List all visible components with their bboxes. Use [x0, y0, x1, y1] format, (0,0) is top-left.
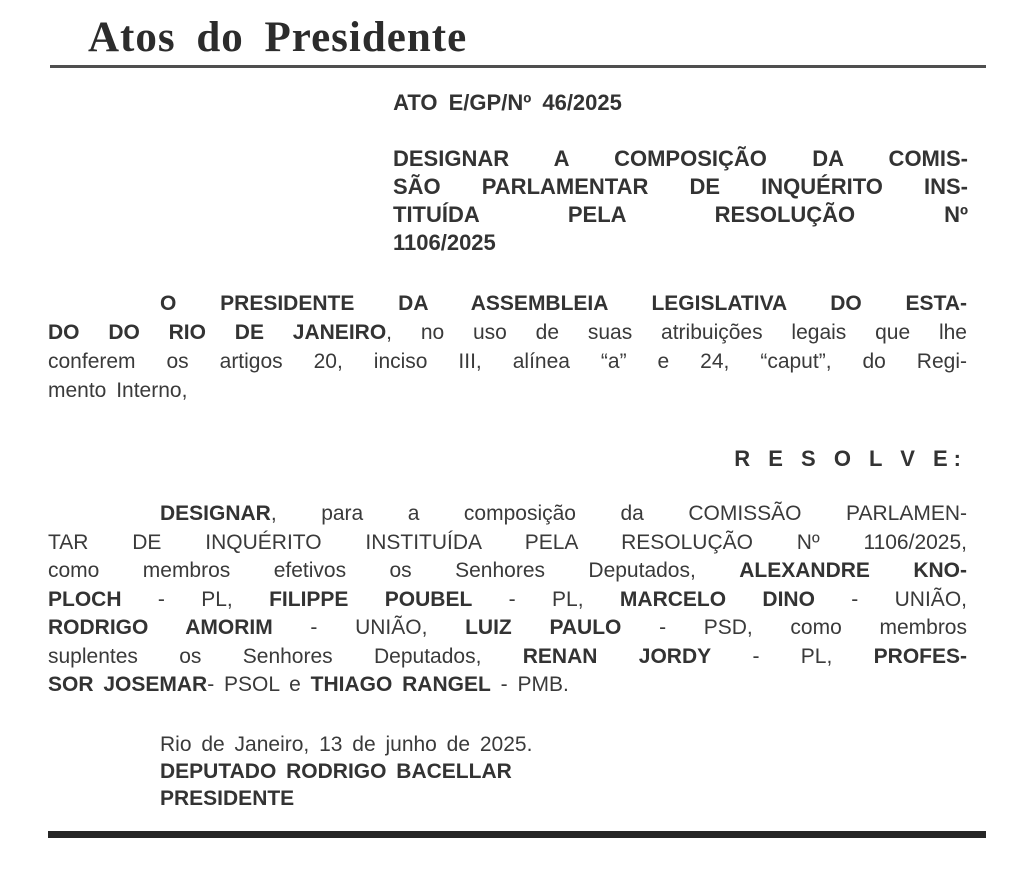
text-line — [393, 173, 968, 201]
text-line — [48, 318, 967, 347]
text-line — [48, 376, 967, 405]
text-segment: 1106/2025 — [393, 230, 496, 255]
text-line — [393, 201, 968, 229]
masthead-rule — [50, 65, 986, 68]
text-segment: , para a composição da COMISSÃO PARLAMEN- — [270, 502, 967, 525]
text-segment: - UNIÃO, — [814, 587, 967, 611]
text-segment: MARCELO DINO — [619, 587, 815, 611]
text-line — [48, 289, 967, 318]
text-segment: como membros efetivos os Senhores Deputados, — [48, 559, 740, 582]
text-segment: PLOCH — [48, 587, 122, 611]
text-segment: TITUÍDA PELA RESOLUÇÃO Nº — [393, 202, 968, 227]
closing-block — [160, 731, 532, 812]
text-segment: DESIGNAR A COMPOSIÇÃO DA COMIS- — [393, 146, 968, 171]
text-segment: SÃO PARLAMENTAR DE INQUÉRITO INS- — [393, 174, 968, 199]
text-line — [48, 529, 967, 558]
designation-paragraph — [48, 500, 967, 700]
text-line — [48, 500, 967, 529]
text-segment: mento Interno, — [48, 379, 188, 402]
text-segment: - PSOL e — [207, 673, 311, 696]
text-segment: RODRIGO AMORIM — [48, 616, 273, 639]
date-line: Rio de Janeiro, 13 de junho de 2025. — [160, 733, 533, 756]
resolve-heading: R E S O L V E: — [734, 446, 967, 471]
bottom-rule — [48, 831, 986, 838]
text-line — [48, 643, 967, 672]
text-segment: DESIGNAR — [160, 502, 271, 525]
signature-name: DEPUTADO RODRIGO BACELLAR — [160, 760, 512, 783]
text-segment: O PRESIDENTE DA ASSEMBLEIA LEGISLATIVA DO ESTA- — [160, 292, 967, 315]
section-title: Atos do Presidente — [88, 14, 468, 61]
text-segment: LUIZ PAULO — [465, 616, 622, 639]
text-segment: - PL, — [711, 644, 874, 668]
text-line — [393, 229, 968, 257]
text-line — [48, 671, 967, 700]
text-line — [393, 145, 968, 173]
text-segment: , no uso de suas atribuições legais que lhe — [386, 321, 967, 344]
text-segment: - PMB. — [490, 673, 569, 696]
text-segment: - PL, — [472, 587, 620, 611]
text-line — [48, 557, 967, 586]
text-line — [48, 347, 967, 376]
text-segment: SOR JOSEMAR — [48, 673, 208, 696]
text-line — [48, 586, 967, 615]
text-segment: TAR DE INQUÉRITO INSTITUÍDA PELA RESOLUÇÃO Nº 1106/2025, — [48, 530, 967, 554]
text-segment: THIAGO RANGEL — [310, 673, 491, 696]
text-segment: - UNIÃO, — [272, 616, 466, 639]
preamble-paragraph — [48, 289, 967, 405]
text-segment: conferem os artigos 20, inciso III, alínea “a” e 24, “caput”, do Regi- — [48, 350, 967, 373]
signature-role: PRESIDENTE — [160, 787, 295, 810]
text-segment: FILIPPE POUBEL — [269, 587, 473, 611]
text-segment: - PL, — [121, 587, 270, 611]
text-segment: DO DO RIO DE JANEIRO — [48, 321, 387, 344]
text-segment: ALEXANDRE KNO- — [739, 559, 968, 582]
text-segment: - PSD, como membros — [621, 616, 967, 639]
text-segment: PROFES- — [873, 644, 968, 668]
act-number: ATO E/GP/Nº 46/2025 — [393, 90, 622, 115]
text-line — [48, 614, 967, 643]
text-segment: RENAN JORDY — [522, 644, 712, 668]
act-summary — [393, 145, 968, 257]
text-segment: suplentes os Senhores Deputados, — [48, 644, 523, 668]
